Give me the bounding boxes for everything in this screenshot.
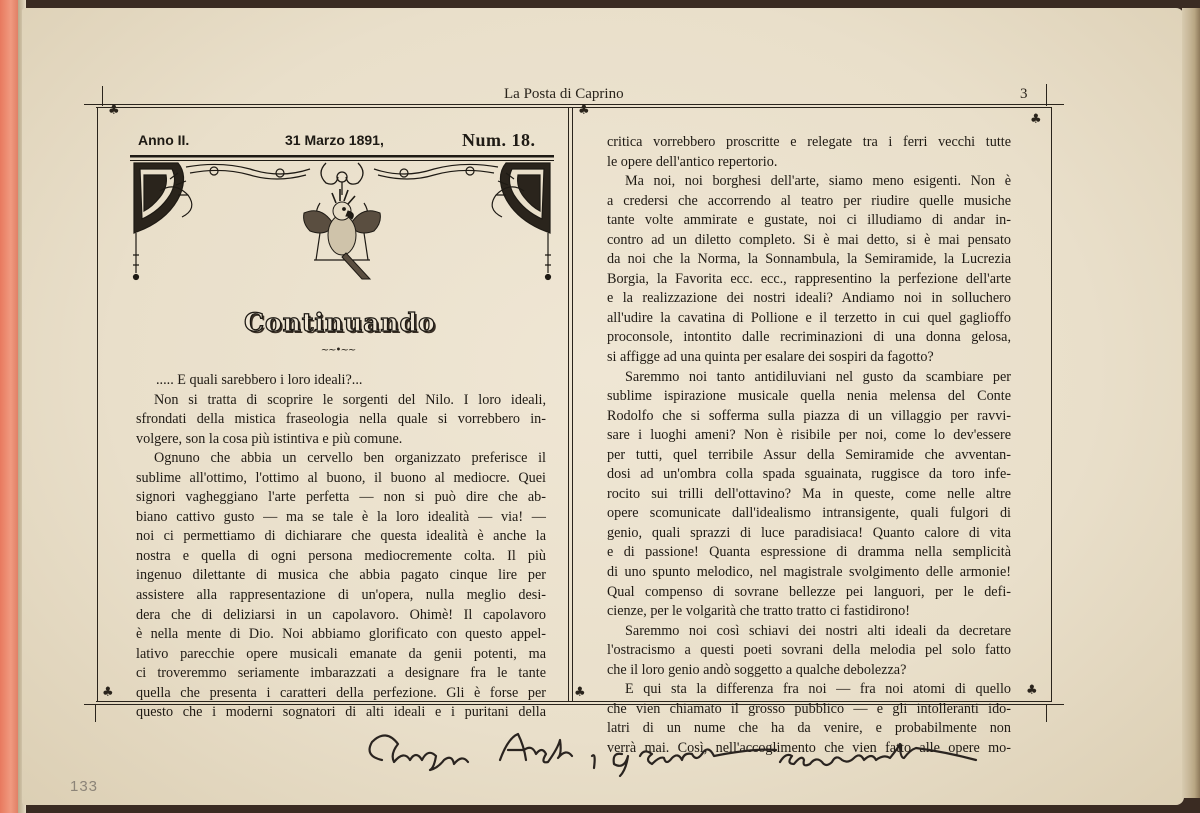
text-line: signori vagheggiano l'arte perfetta — non si può dire che ab- xyxy=(136,489,546,506)
text-line: lativo parecchie opere musicali emanate da genii potenti, ma xyxy=(136,645,546,662)
text-line: che vien chiamato il grosso pubblico — e gli intolleranti ido- xyxy=(607,700,1011,717)
text-line: biano cattivo gusto — ma se tale è la loro idealità — via! — xyxy=(136,508,546,525)
article-column-2 xyxy=(607,133,1011,759)
frame-top-rule-inner xyxy=(96,107,1052,108)
text-line: Ma noi, noi borghesi dell'arte, siamo meno esigenti. Non è xyxy=(625,173,1011,190)
corner-ornament-icon: ♣ xyxy=(1026,683,1038,698)
parrot-icon xyxy=(304,189,381,279)
text-line: E qui sta la differenza fra noi — fra noi atomi di quello xyxy=(625,681,1011,698)
text-line: critica vorrebbero proscritte e relegate tra i ferri vecchi tutte xyxy=(607,134,1011,150)
text-line: opere scomunicate dall'idealismo intransigente, quali fulgori di xyxy=(607,505,1011,522)
text-line: Borgia, la Favorita ecc. ecc., rappresentino la perfezione dell'arte xyxy=(607,270,1011,287)
left-scroll-ornament xyxy=(133,163,310,280)
text-line: Qual compenso di sovrane bellezze pei languori, per le defi- xyxy=(607,583,1011,600)
text-line: all'udire la cavatina di Pollione e il terzetto in cui quel gaglioffo xyxy=(607,309,1011,326)
text-line: cienze, per le volgarità che tratto tratto ci fastidirono! xyxy=(607,603,910,620)
text-line: proconsole, intontito dalle recriminazioni di una donna gelosa, xyxy=(607,329,1011,346)
text-line: Ognuno che abbia un cervello ben organizzato preferisce il xyxy=(154,450,546,467)
text-line: è nella mente di Dio. Noi abbiamo glorificato con questo appel- xyxy=(136,626,546,643)
text-line: ingenuo dilettante di musica che abbia pagato cinque lire per xyxy=(136,567,546,584)
text-line: da noi che la Norma, la Sonnambula, la Semiramide, la Lucrezia xyxy=(607,251,1011,268)
text-line: nostra e quella di ogni persona mediocremente colta. Il più xyxy=(136,547,546,564)
frame-left-rule xyxy=(97,107,98,702)
headline-rule-ornament: ~~•~~ xyxy=(320,345,356,356)
text-line: assistere alla rappresentazione di un'opera, nulla meglio desi- xyxy=(136,587,546,604)
text-line: ci troveremmo seriamente imbarazzati a designare fra le tante xyxy=(136,665,546,682)
right-scroll-ornament xyxy=(374,163,551,280)
frame-right-rule xyxy=(1051,107,1052,702)
page-number: 3 xyxy=(1020,86,1028,102)
page-stack-edge xyxy=(1182,8,1200,798)
text-line: le opere dell'antico repertorio. xyxy=(607,153,778,170)
bottom-tick-left xyxy=(95,704,96,722)
text-line: e di passione! Quanta espressione di dramma nella semplicità xyxy=(607,544,1011,561)
center-scroll xyxy=(321,163,363,195)
article-column-1 xyxy=(136,371,546,723)
text-line: si affigge ad una quinta per esalare dei sospiri da fagotto? xyxy=(607,349,934,366)
masthead-vignette xyxy=(130,155,554,290)
text-line: che il loro genio andò soggetto a qualche debolezza? xyxy=(607,661,907,678)
text-line: Rodolfo che si sofferma sulla piazza di un villaggio per ravvi- xyxy=(607,407,1011,424)
text-line: per tutti, quel terribile Assur della Semiramide che avventan- xyxy=(607,446,1011,463)
text-line: sare i luoghi ameni? Non è risibile per noi, come lo dev'essere xyxy=(607,427,1011,444)
text-line: quella che presenta i caratteri della perfezione. Gli è forse per xyxy=(136,684,546,701)
text-line: volgere, son la cosa più istintiva e più comune. xyxy=(136,430,403,447)
text-line: genio, quali sprazzi di luce paradisiaca! Quanto calore di vita xyxy=(607,524,1011,541)
text-line: Non si tratta di scoprire le sorgenti del Nilo. I loro ideali, xyxy=(154,391,546,408)
issue-line xyxy=(138,130,550,152)
column-divider-2 xyxy=(572,107,573,702)
corner-ornament-icon: ♣ xyxy=(574,685,586,700)
text-line: dera che di deliziarsi in un capolavoro. Ohimè! Il capolavoro xyxy=(136,606,546,623)
text-line: sfrondati della mistica fraseologia nella quale si vorrebbero in- xyxy=(136,411,546,428)
text-line: latri di un nume che ha da venire, e probabilmente non xyxy=(607,720,1011,737)
handwritten-signature xyxy=(360,720,1120,780)
corner-ornament-icon: ♣ xyxy=(108,103,120,118)
frame-top-rule xyxy=(84,104,1064,105)
newspaper-title: La Posta di Caprino xyxy=(504,86,624,102)
text-line: contro ad un diletto completo. Si è mai detto, si è mai pensato xyxy=(607,231,1011,248)
article-headline: Continuando xyxy=(244,308,436,337)
running-head-tick-right xyxy=(1046,84,1047,106)
running-head-tick-left xyxy=(102,86,103,106)
text-line: noi ci permettiamo di dichiarare che questa idealità è anche la xyxy=(136,528,546,545)
pencil-page-note: 133 xyxy=(70,778,99,795)
corner-ornament-icon: ♣ xyxy=(102,685,114,700)
text-line: rocito sui trilli dell'ottavino? Ma in queste, come nelle altre xyxy=(607,485,1011,502)
corner-ornament-icon: ♣ xyxy=(578,103,590,118)
text-line: Saremmo noi tanto antidiluviani nel gusto da scambiare per xyxy=(625,368,1011,385)
text-line: di uno spunto melodico, nel magistrale svolgimento delle armonie! xyxy=(607,564,1011,581)
text-line: a credersi che accorrendo al teatro per riudire quelle musiche xyxy=(607,192,1011,209)
text-line: ..... E quali sarebbero i loro ideali?... xyxy=(156,372,363,388)
text-line: verrà mai. Così, nell'accoglimento che vien fatto alle opere mo- xyxy=(607,739,1011,756)
issue-number: Num. 18. xyxy=(462,130,536,150)
text-line: sublime ispirazione musicale quella nenia melensa del Conte xyxy=(607,388,1011,405)
text-line: dosi ad un'ombra colla spada sguainata, ruggisce da toro infe- xyxy=(607,466,1011,483)
text-line: Saremmo noi così schiavi dei nostri alti ideali da decretare xyxy=(625,622,1011,639)
text-line: tante volte ammirate e gustate, noi ci illudiamo di andar in- xyxy=(607,212,1011,229)
issue-date: 31 Marzo 1891, xyxy=(285,132,384,148)
issue-year: Anno II. xyxy=(138,132,190,148)
corner-ornament-icon: ♣ xyxy=(1030,112,1042,127)
column-divider xyxy=(568,107,569,702)
text-line: questo che i moderni sognatori di alti ideali e i puritani della xyxy=(136,704,546,721)
text-line: e la realizzazione dei nostri ideali? Andiamo noi in solluchero xyxy=(607,290,1011,307)
text-line: sublime all'ottimo, l'ottimo al buono, il buono al mediocre. Quei xyxy=(136,469,546,486)
text-line: l'ostracismo a questi poeti sovrani della melodia pel solo fatto xyxy=(607,642,1011,659)
